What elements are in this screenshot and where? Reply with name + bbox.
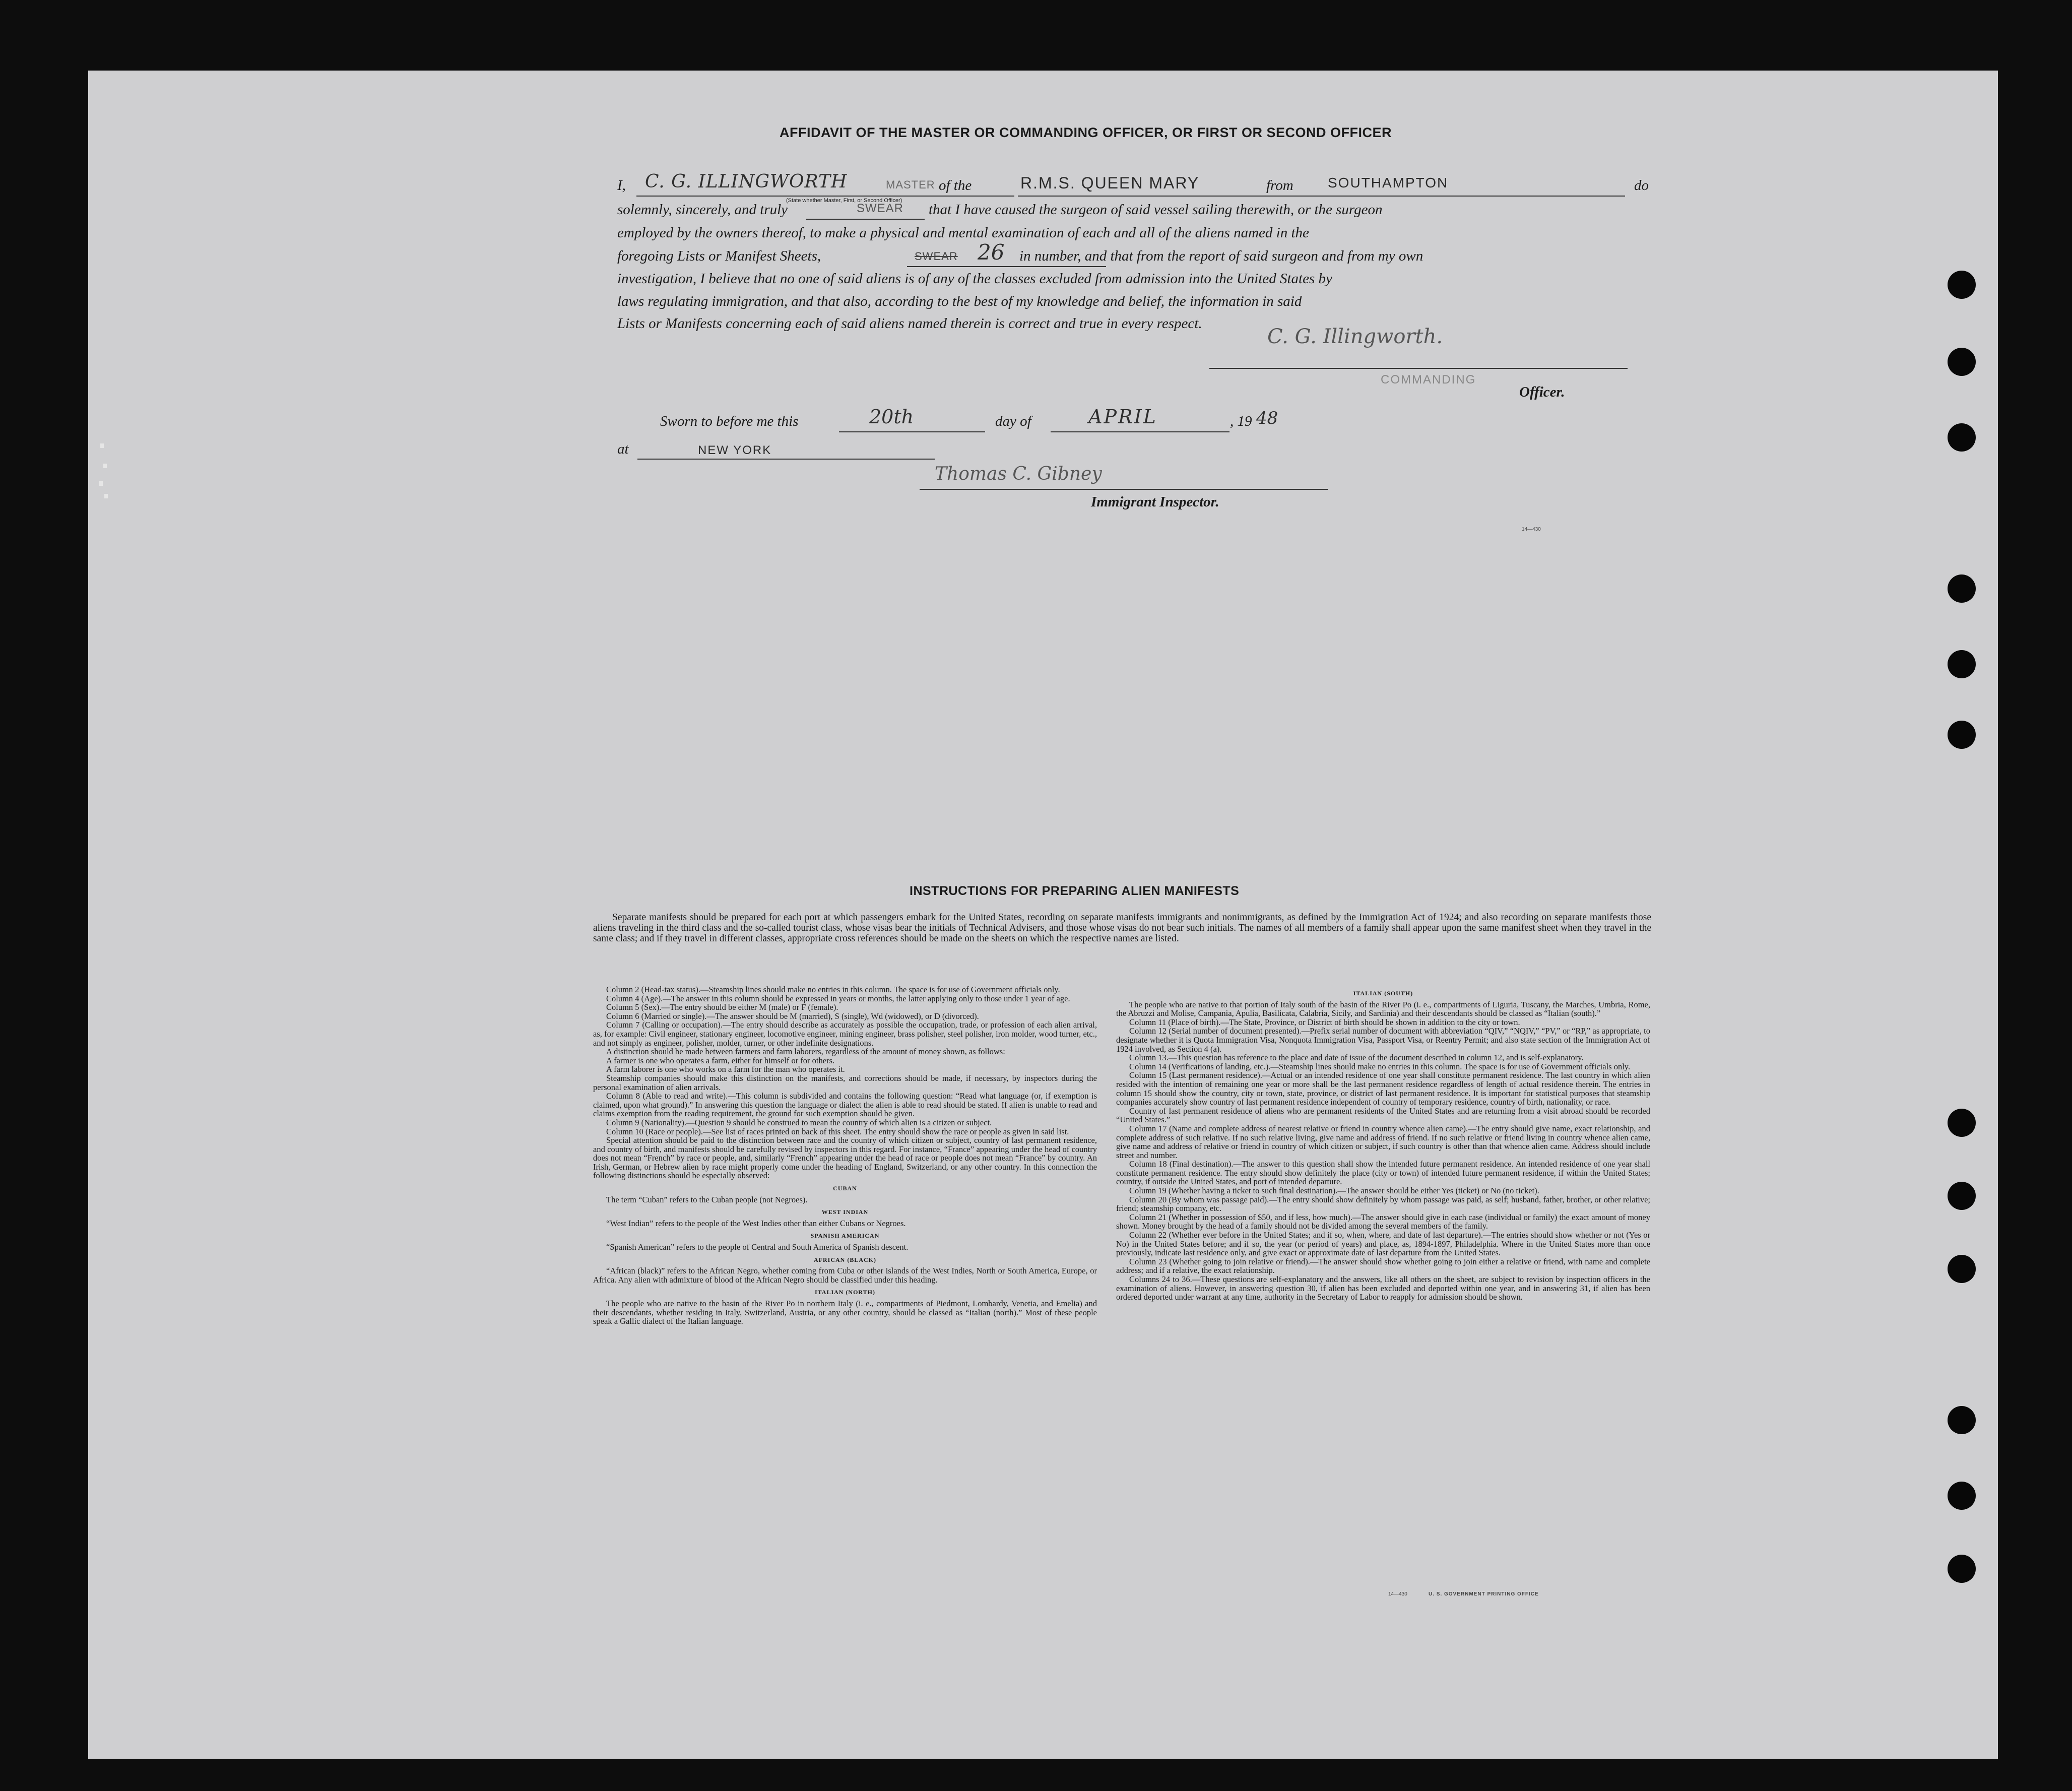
line-4b: in number, and that from the report of said surgeon and from my own [1019,248,1423,264]
line-7: Lists or Manifests concerning each of said aliens named therein is correct and true in every respect. [617,315,1202,332]
officer-stamp: COMMANDING [1381,373,1476,387]
sworn-day: 20th [869,406,914,428]
instructions-intro: Separate manifests should be prepared for each port at which passengers embark for the United States, recording on separate manifests immigrants and nonimmigrants, as defined by the Immigration Act of 1924; and also recording on separate manifests those aliens traveling in the third class and the so-called tourist class, whose visas bear the initials of Technical Advisers, and those whose visas do not bear such initials. The names of all members of a family shall appear upon the same manifest sheet when they travel in the same class; and if they travel in different classes, appropriate cross references should be made on the sheets on which the respective names are listed. [593,912,1651,944]
departure-port: SOUTHAMPTON [1328,175,1449,190]
instruction-paragraph: Column 17 (Name and complete address of nearest relative or friend in country whence alien came).—The entry should give name, exact relationship, and complete address of such relative. If no such relative living, give name and address of friend. If no such relative or friend living in country whence alien came, give name and address of relative or friend in country of which citizen or subject, if such country is other than that whence alien came. Address should include street and number. [1116,1123,1650,1160]
instruction-heading: CUBAN [833,1185,857,1192]
sheet-count: 26 [978,240,1005,265]
instruction-paragraph: Column 15 (Last permanent residence).—Actual or an intended residence of one year shall constitute permanent residence. The last country in which alien resided with the intention of remaining one year or more shall be the last permanent residence regardless of length of actual residence therein. The entries in column 15 should show the country, city or town, state, province, or district of last permanent residence. It is important for statistical purposes that steamship companies accurately show country of last permanent residence independent of country of temporary residence, country of birth, nationality, or race. [1116,1070,1650,1107]
punch-hole [1948,1255,1976,1283]
officer-label: Officer. [1519,384,1565,400]
instruction-heading: AFRICAN (BLACK) [814,1256,876,1263]
punch-hole [1948,1555,1976,1583]
instruction-heading: ITALIAN (NORTH) [814,1289,876,1296]
manifest-page [88,71,1998,1759]
instruction-paragraph: Column 12 (Serial number of document presented).—Prefix serial number of document with abbreviation “QIV,” “NQIV,” “PV,” or “RP,” as appropriate, to designate whether it is Quota Immigration Visa, Nonquota Immigration Visa, Passport Visa, or Reentry Permit; and also state section of the Immigration Act of 1924 involved, as Section 4 (a). [1116,1026,1650,1054]
line-5: investigation, I believe that no one of said aliens is of any of the classes excluded from admission into the United States by [617,271,1332,287]
instruction-paragraph: Column 8 (Able to read and write).—This column is subdivided and contains the following question: “Read what language (or, if exemption is claimed, upon what ground).” In answering this question the language or dialect the alien is able to read should be stated. If alien is unable to read and claims exemption from the reading requirement, the ground for such exemption should be given. [593,1091,1097,1119]
punch-hole [1948,721,1976,749]
sworn-place: NEW YORK [698,443,772,457]
intro-i: I, [617,177,626,194]
instruction-paragraph: Column 21 (Whether in possession of $50, and if less, how much).—The answer should give in each case (individual or family) the exact amount of money shown. Money brought by the head of a family should not be divided among the several members of the family. [1116,1212,1650,1231]
do-label: do [1634,177,1649,194]
punch-hole [1948,574,1976,603]
at-label: at [617,441,629,457]
instruction-paragraph: “Spanish American” refers to the people of Central and South America of Spanish descent. [606,1242,909,1252]
instruction-paragraph: Steamship companies should make this distinction on the manifests, and corrections should be made, if necessary, by inspectors during the personal examination of alien arrivals. [593,1073,1097,1092]
instructions-title: INSTRUCTIONS FOR PREPARING ALIEN MANIFESTS [910,884,1240,898]
year-prefix: , 19 [1230,413,1252,429]
instruction-paragraph: Column 4 (Age).—The answer in this column should be expressed in years or months, the latter applying only to those under 1 year of age. [606,993,1070,1003]
instruction-heading: SPANISH AMERICAN [810,1232,880,1240]
punch-hole [1948,271,1976,299]
instruction-paragraph: Country of last permanent residence of aliens who are permanent residents of the United States and are returning from a visit abroad should be recorded “United States.” [1116,1106,1650,1125]
form-number: 14—430 [1522,527,1541,532]
vessel-name: R.M.S. QUEEN MARY [1020,174,1200,192]
instruction-paragraph: Columns 24 to 36.—These questions are self-explanatory and the answers, like all others on the sheet, are subject to revision by inspection officers in the examination of aliens. However, in answering question 30, if alien has been excluded and deported within one year, and in answering 31, if alien has been ordered deported under warrant at any time, authority in the Secretary of Labor to reapply for admission should be shown. [1116,1274,1650,1302]
printer-imprint: U. S. GOVERNMENT PRINTING OFFICE [1429,1591,1539,1597]
instruction-paragraph: Column 6 (Married or single).—The answer should be M (married), S (single), Wd (widowed), or D (divorced). [606,1011,979,1021]
instruction-heading: WEST INDIAN [821,1208,869,1216]
instruction-paragraph: Column 10 (Race or people).—See list of races printed on back of this sheet. The entry should show the race or people as given in said list. [606,1126,1069,1136]
instruction-paragraph: “West Indian” refers to the people of the West Indies other than either Cubans or Negroes. [606,1218,906,1228]
instruction-paragraph: Special attention should be paid to the distinction between race and the country of which citizen or subject, country of last permanent residence, and country of birth, and manifests should be carefully revised by inspectors in this regard. For instance, “France” appearing under the head of country does not mean “French” by race or people, and, similarly “French” appearing under the head of race or people does not mean “France” by country. An Irish, German, or Hebrew alien by race might properly come under the heading of England, Switzerland, or any other country. In this connection the following distinctions should be especially observed: [593,1135,1097,1181]
instruction-paragraph: Column 18 (Final destination).—The answer to this question shall show the intended future permanent residence. An intended residence of one year shall constitute permanent residence. The entry should show definitely the place (city or town) of intended future permanent residence, if within the United States; country, if outside the United States, and port of intended departure. [1116,1159,1650,1187]
punch-hole [1948,423,1976,452]
instruction-paragraph: A farmer is one who operates a farm, either for himself or for others. [606,1055,835,1065]
punch-hole [1948,348,1976,376]
instruction-paragraph: Column 13.—This question has reference to the place and date of issue of the document described in column 12, and is self-explanatory. [1129,1053,1584,1063]
line-2b: that I have caused the surgeon of said vessel sailing therewith, or the surgeon [929,202,1383,218]
instruction-paragraph: Column 7 (Calling or occupation).—The entry should describe as accurately as possible the occupation, trade, or profession of each alien arrival, as, for example: Civil engineer, stationary engineer, locomotive engineer, mining engineer, brass polisher, steel polisher, iron molder, wood turner, etc., and not simply as engineer, polisher, molder, turner, or other indefinite designations. [593,1020,1097,1048]
instruction-paragraph: Column 9 (Nationality).—Question 9 should be construed to mean the country of which alien is a citizen or subject. [606,1117,992,1127]
inspector-label: Immigrant Inspector. [1091,494,1219,510]
oath-word: SWEAR [857,202,904,215]
punch-hole [1948,650,1976,678]
footer-form-number: 14—430 [1388,1591,1407,1597]
edge-marks [98,443,113,504]
instruction-paragraph: The people who are native to the basin of the River Po in northern Italy (i. e., compartments of Piedmont, Lombardy, Venetia, and Emelia) and their descendants, whether residing in Italy, Switzerland, Austria, or any other country, should be classed as “Italian (north).” Most of these people speak a Gallic dialect of the Italian language. [593,1299,1097,1326]
of-the-label: of the [939,177,972,194]
punch-hole [1948,1406,1976,1434]
punch-hole [1948,1482,1976,1510]
from-label: from [1266,177,1293,194]
instruction-paragraph: Column 11 (Place of birth).—The State, Province, or District of birth should be shown in addition to the city or town. [1129,1017,1520,1027]
instruction-paragraph: A distinction should be made between farmers and farm laborers, regardless of the amount of money shown, as follows: [606,1047,1005,1057]
instruction-paragraph: The term “Cuban” refers to the Cuban people (not Negroes). [606,1194,808,1204]
instruction-paragraph: The people who are native to that portion of Italy south of the basin of the River Po (i. e., compartments of Liguria, Tuscany, the Marches, Umbria, Rome, the Abruzzi and Molise, Campania, Apulia, Basilicata, Calabria, Sicily, and Sardinia) and their descendants should be classed as “Italian (south).” [1116,999,1650,1018]
instructions-right-column [1116,985,1650,1302]
inspector-signature: Thomas C. Gibney [935,464,1102,484]
rank-note: (State whether Master, First, or Second Officer) [786,198,902,204]
instruction-paragraph: Column 14 (Verifications of landing, etc.).—Steamship lines should make no entries in this column. The space is for use of Government officials only. [1129,1061,1631,1071]
line-3: employed by the owners thereof, to make a physical and mental examination of each and all of the aliens named in the [617,225,1309,241]
sheet-struck: SWEAR [915,250,958,263]
line-6: laws regulating immigration, and that also, according to the best of my knowledge and belief, the information in said [617,293,1302,309]
line-4a: foregoing Lists or Manifest Sheets, [617,248,821,264]
line-2a: solemnly, sincerely, and truly [617,202,788,218]
punch-hole [1948,1109,1976,1137]
sworn-month: APRIL [1088,406,1157,428]
instruction-paragraph: Column 22 (Whether ever before in the United States; and if so, when, where, and date of last departure).—The entries should show whether or not (Yes or No) in the United States before; and if so, the year (or period of years) and place, as, 1894-1897, Philadelphia. Where in the United States more than once previously, indicate last residence only, and give exact or approximate date of last departure from the United States. [1116,1230,1650,1258]
instruction-paragraph: A farm laborer is one who works on a farm for the man who operates it. [606,1064,845,1074]
instruction-paragraph: Column 20 (By whom was passage paid).—The entry should show definitely by whom passage was paid, as self; husband, father, brother, or other relative; friend; steamship company, etc. [1116,1194,1650,1213]
instruction-paragraph: Column 19 (Whether having a ticket to such final destination).—The answer should be either Yes (ticket) or No (no ticket). [1129,1186,1539,1196]
instruction-paragraph: Column 2 (Head-tax status).—Steamship lines should make no entries in this column. The space is for use of Government officials only. [606,985,1060,994]
punch-hole [1948,1182,1976,1210]
instruction-paragraph: Column 5 (Sex).—The entry should be either M (male) or F (female). [606,1002,838,1012]
instruction-paragraph: Column 23 (Whether going to join relative or friend).—The answer should show whether going to join either a relative or friend, with name and complete address; and if a relative, the exact relationship. [1116,1256,1650,1275]
instruction-paragraph: “African (black)” refers to the African Negro, whether coming from Cuba or other islands of the West Indies, North or South America, Europe, or Africa. Any alien with admixture of blood of the African Negro should be classified under this heading. [593,1266,1097,1285]
officer-rank: MASTER [886,178,935,191]
sworn-year: 48 [1256,408,1278,428]
instruction-heading: ITALIAN (SOUTH) [1353,990,1413,997]
instructions-left-column [593,985,1097,1326]
officer-name: C. G. ILLINGWORTH [645,171,848,192]
day-of-label: day of [995,413,1031,429]
sworn-label: Sworn to before me this [660,413,799,429]
master-signature: C. G. Illingworth. [1267,325,1443,348]
affidavit-title: AFFIDAVIT OF THE MASTER OR COMMANDING OFFICER, OR FIRST OR SECOND OFFICER [780,125,1392,140]
